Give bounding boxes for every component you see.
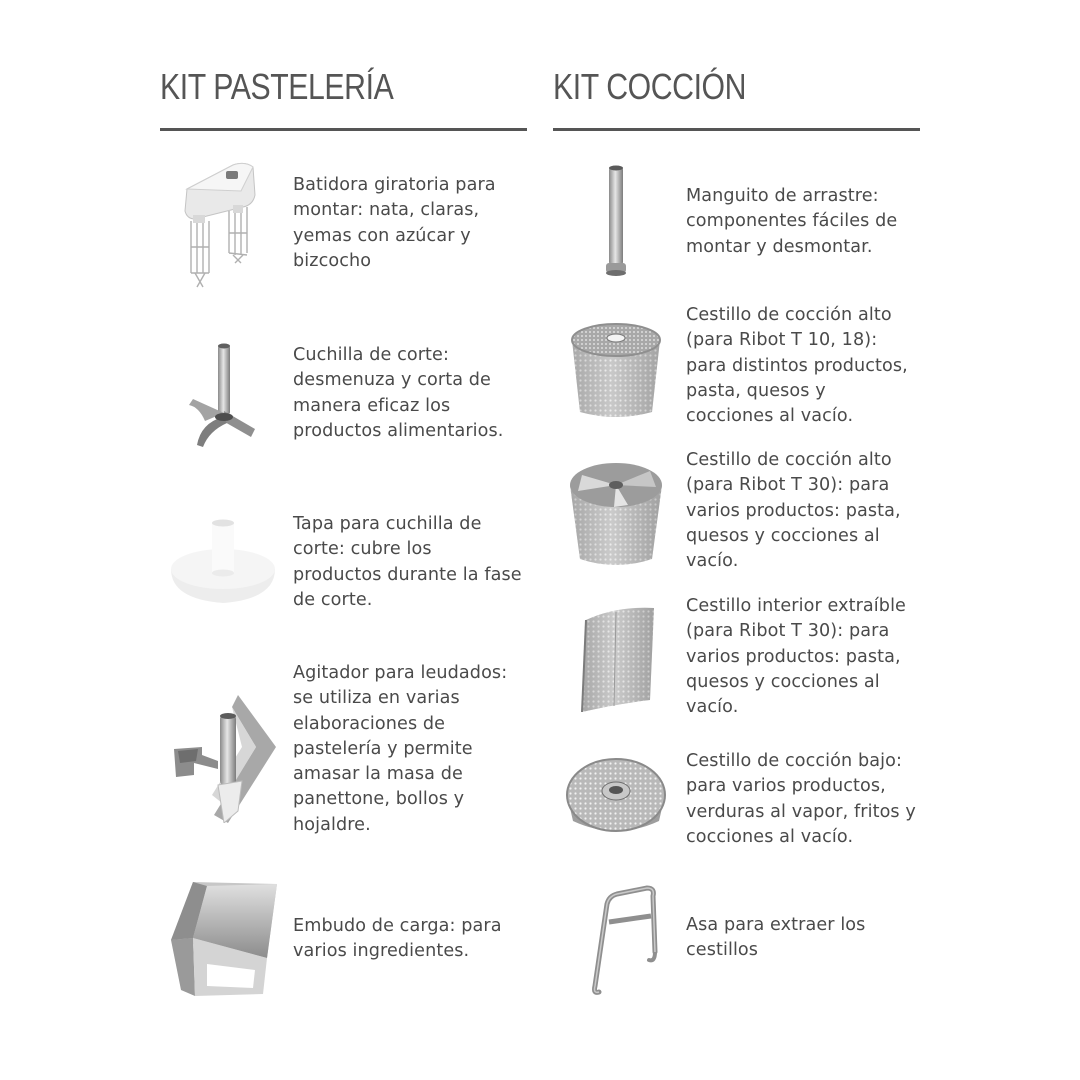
product-description: Agitador para leudados: se utiliza en varias elaboraciones de pastelería y permite amasar la masa de panettone, bollos y hojaldre. xyxy=(293,663,508,835)
blade-cover-icon xyxy=(160,508,285,610)
kit-pasteleria-title: KIT PASTELERÍA xyxy=(160,66,394,107)
product-description: Asa para extraer los cestillos xyxy=(686,915,866,961)
product-description: Embudo de carga: para varios ingredientes. xyxy=(293,916,502,962)
kit-coccion-divider xyxy=(553,128,920,131)
low-cooking-basket-icon xyxy=(553,746,678,852)
whisk-attachment-icon xyxy=(160,160,285,290)
loading-funnel-icon xyxy=(160,874,285,1002)
product-description: Cuchilla de corte: desmenuza y corta de manera eficaz los productos alimentarios. xyxy=(293,345,504,441)
product-description: Cestillo de cocción bajo: para varios productos, verduras al vapor, fritos y cocciones al vacío. xyxy=(686,751,916,847)
kit-coccion-title: KIT COCCIÓN xyxy=(553,66,747,107)
cutting-blade-icon xyxy=(160,340,285,452)
basket-handle-icon xyxy=(553,880,678,1000)
dough-agitator-icon xyxy=(160,674,285,834)
product-description: Cestillo de cocción alto (para Ribot T 10, 18): para distintos productos, pasta, quesos y cocciones al vacío. xyxy=(686,305,908,427)
product-description: Batidora giratoria para montar: nata, claras, yemas con azúcar y bizcocho xyxy=(293,175,496,271)
tall-cooking-basket-icon xyxy=(553,314,678,426)
drive-sleeve-icon xyxy=(553,162,678,280)
inner-basket-icon xyxy=(553,602,678,716)
kit-pasteleria-divider xyxy=(160,128,527,131)
product-description: Manguito de arrastre: componentes fáciles de montar y desmontar. xyxy=(686,186,898,257)
tall-cooking-basket-t30-icon xyxy=(553,454,678,574)
product-description: Cestillo interior extraíble (para Ribot T 30): para varios productos: pasta, quesos y cocciones al vacío. xyxy=(686,596,906,718)
product-description: Tapa para cuchilla de corte: cubre los productos durante la fase de corte. xyxy=(293,514,522,610)
product-description: Cestillo de cocción alto (para Ribot T 30): para varios productos: pasta, quesos y cocciones al vacío. xyxy=(686,450,901,572)
